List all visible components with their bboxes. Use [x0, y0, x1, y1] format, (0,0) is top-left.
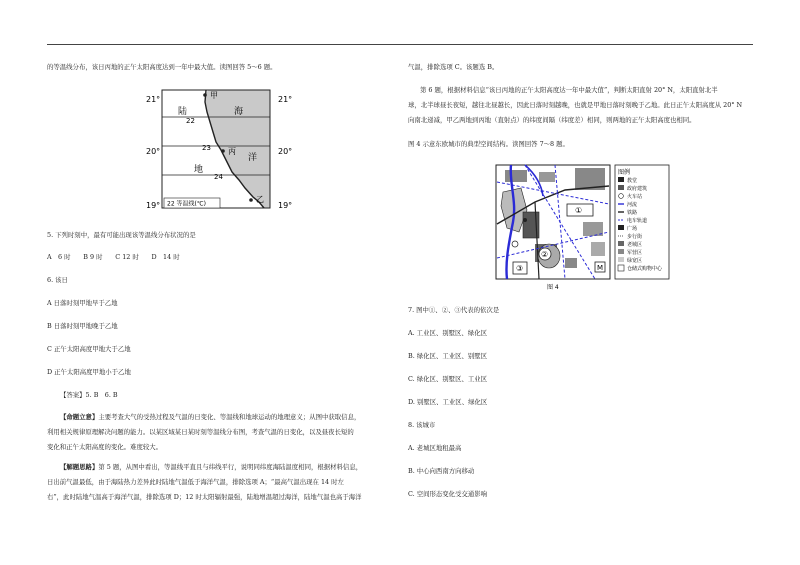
- silu-text-1: 第 5 题，从图中看出，等温线平直且与纬线平行，说明同纬度海陆温度相同，根据材料信息，: [98, 463, 363, 471]
- mingti-line-2: 利用相关规律原理解决问题的能力。以某区域某日某时刻等温线分布图，考查气温的日变化，以及昼夜长短的: [47, 428, 354, 436]
- q5-options: A 6 时 B 9 时 C 12 时 D 14 时: [47, 253, 180, 261]
- q7-option-b: B. 绿化区、工业区、别墅区: [408, 352, 488, 360]
- figure-4-caption: 图 4: [547, 284, 559, 291]
- mingti-label: 【命题立意】: [60, 413, 99, 421]
- area-3-label: ③: [516, 264, 524, 273]
- mingti-line-3: 变化和正午太阳高度的变化。难度较大。: [47, 443, 163, 451]
- q6-option-b: B 日落时刻甲地晚于乙地: [47, 322, 118, 330]
- isotherm-24: 24: [214, 173, 223, 181]
- lat-20-right: 20°: [278, 147, 293, 156]
- legend-item: 广场: [627, 226, 638, 232]
- mingti-text-1: 主要考查大气的受热过程及气温的日变化、等温线和地球运动的地理意义；从图中获取信息，: [98, 413, 361, 421]
- sea-label-2: 洋: [248, 153, 258, 163]
- area-1-label: ①: [575, 206, 583, 215]
- isotherm-map: [140, 84, 300, 218]
- legend-item: 政府建筑: [627, 186, 648, 192]
- silu-label: 【解题思路】: [60, 463, 99, 471]
- point-jia-label: 甲: [210, 91, 218, 100]
- q7-stem: 7. 图中①、②、③代表的依次是: [408, 306, 500, 314]
- q6-option-d: D 正午太阳高度甲地小于乙地: [47, 368, 131, 376]
- q6-stem: 6. 该日: [47, 276, 68, 284]
- isotherm-23: 23: [202, 144, 211, 152]
- legend-item: 仓储式购物中心: [627, 266, 663, 272]
- legend-item: 铁路: [627, 210, 638, 216]
- isotherm-legend: 22 等温线(℃): [167, 200, 206, 208]
- silu-line-3: 右”，此时陆地气温高于海洋气温，排除选项 D；12 时太阳辐射最强，陆地增温超过海洋，陆地气温也高于海洋: [47, 493, 362, 501]
- mall-marker: M: [597, 264, 604, 272]
- isotherm-22: 22: [186, 117, 195, 125]
- legend-item: 电车轨道: [627, 218, 648, 224]
- area-2-label: ②: [541, 250, 549, 259]
- q5-stem: 5. 下列时刻中，最有可能出现该等温线分布状况的是: [47, 231, 196, 239]
- q8-stem: 8. 该城市: [408, 421, 436, 429]
- legend-item: 绿宽区: [627, 258, 643, 264]
- q7-option-c: C. 绿化区、别墅区、工业区: [408, 375, 488, 383]
- point-bing-label: 丙: [228, 147, 236, 156]
- q8-option-a: A. 老城区地租最高: [408, 444, 462, 452]
- land-label-1: 陆: [178, 107, 188, 117]
- silu-line-2: 日出前气温最低，由于海陆热力差异此时陆地气温低于海洋气温，排除选项 A；“最高气温出现在 14 时左: [47, 478, 344, 486]
- right-line-3: 球，北半球昼长夜短，越往北昼越长，因此日落时刻越晚，也就是甲地日落时刻晚于乙地。此日正午太阳高度从 20° N: [408, 101, 743, 109]
- right-line-5: 图 4 示意东欧城市的典型空间结构。读图回答 7～8 题。: [408, 140, 569, 148]
- legend-item: 河流: [627, 202, 638, 208]
- right-line-4: 向南北递减，甲乙两地到丙地（直射点）的纬度间隔（纬度差）相同，则两地的正午太阳高度也相同。: [408, 116, 696, 124]
- sea-label-1: 海: [234, 107, 244, 117]
- lat-21-right: 21°: [278, 95, 293, 104]
- q7-option-d: D. 别墅区、工业区、绿化区: [408, 398, 488, 406]
- legend-item: 教堂: [627, 178, 638, 184]
- mingti-line-1: [60, 414, 360, 422]
- legend-item: 火车站: [627, 194, 643, 200]
- lat-20-left: 20°: [146, 147, 161, 156]
- right-line-2: 第 6 题，根据材料信息“该日丙地的正午太阳高度达一年中最大值”，判断太阳直射 20° N，太阳直射北半: [420, 86, 718, 94]
- q6-option-a: A 日落时刻甲地早于乙地: [47, 299, 118, 307]
- answer-line: 【答案】5. B 6. B: [60, 391, 118, 399]
- silu-line-1: [60, 464, 362, 472]
- legend-item: 步行街: [627, 234, 643, 240]
- legend-item: 老城区: [627, 242, 643, 248]
- lat-21-left: 21°: [146, 95, 161, 104]
- header-rule: [47, 44, 753, 45]
- intro-text: 的等温线分布，该日丙地的正午太阳高度达到一年中最大值。读图回答 5～6 题。: [47, 63, 277, 71]
- q6-option-c: C 正午太阳高度甲地大于乙地: [47, 345, 131, 353]
- right-line-1: 气温，排除选项 C。该题选 B。: [408, 63, 499, 71]
- lat-19-left: 19°: [146, 201, 161, 210]
- q7-option-a: A. 工业区、别墅区、绿化区: [408, 329, 487, 337]
- point-yi-label: 乙: [256, 195, 264, 204]
- city-structure-map: [495, 162, 670, 294]
- land-label-2: 地: [194, 165, 204, 175]
- lat-19-right: 19°: [278, 201, 293, 210]
- legend-item: 军营区: [627, 250, 643, 256]
- legend-title: 图例: [618, 169, 631, 176]
- q8-option-c: C. 空间形态变化受交通影响: [408, 490, 488, 498]
- q8-option-b: B. 中心向西南方向移动: [408, 467, 475, 475]
